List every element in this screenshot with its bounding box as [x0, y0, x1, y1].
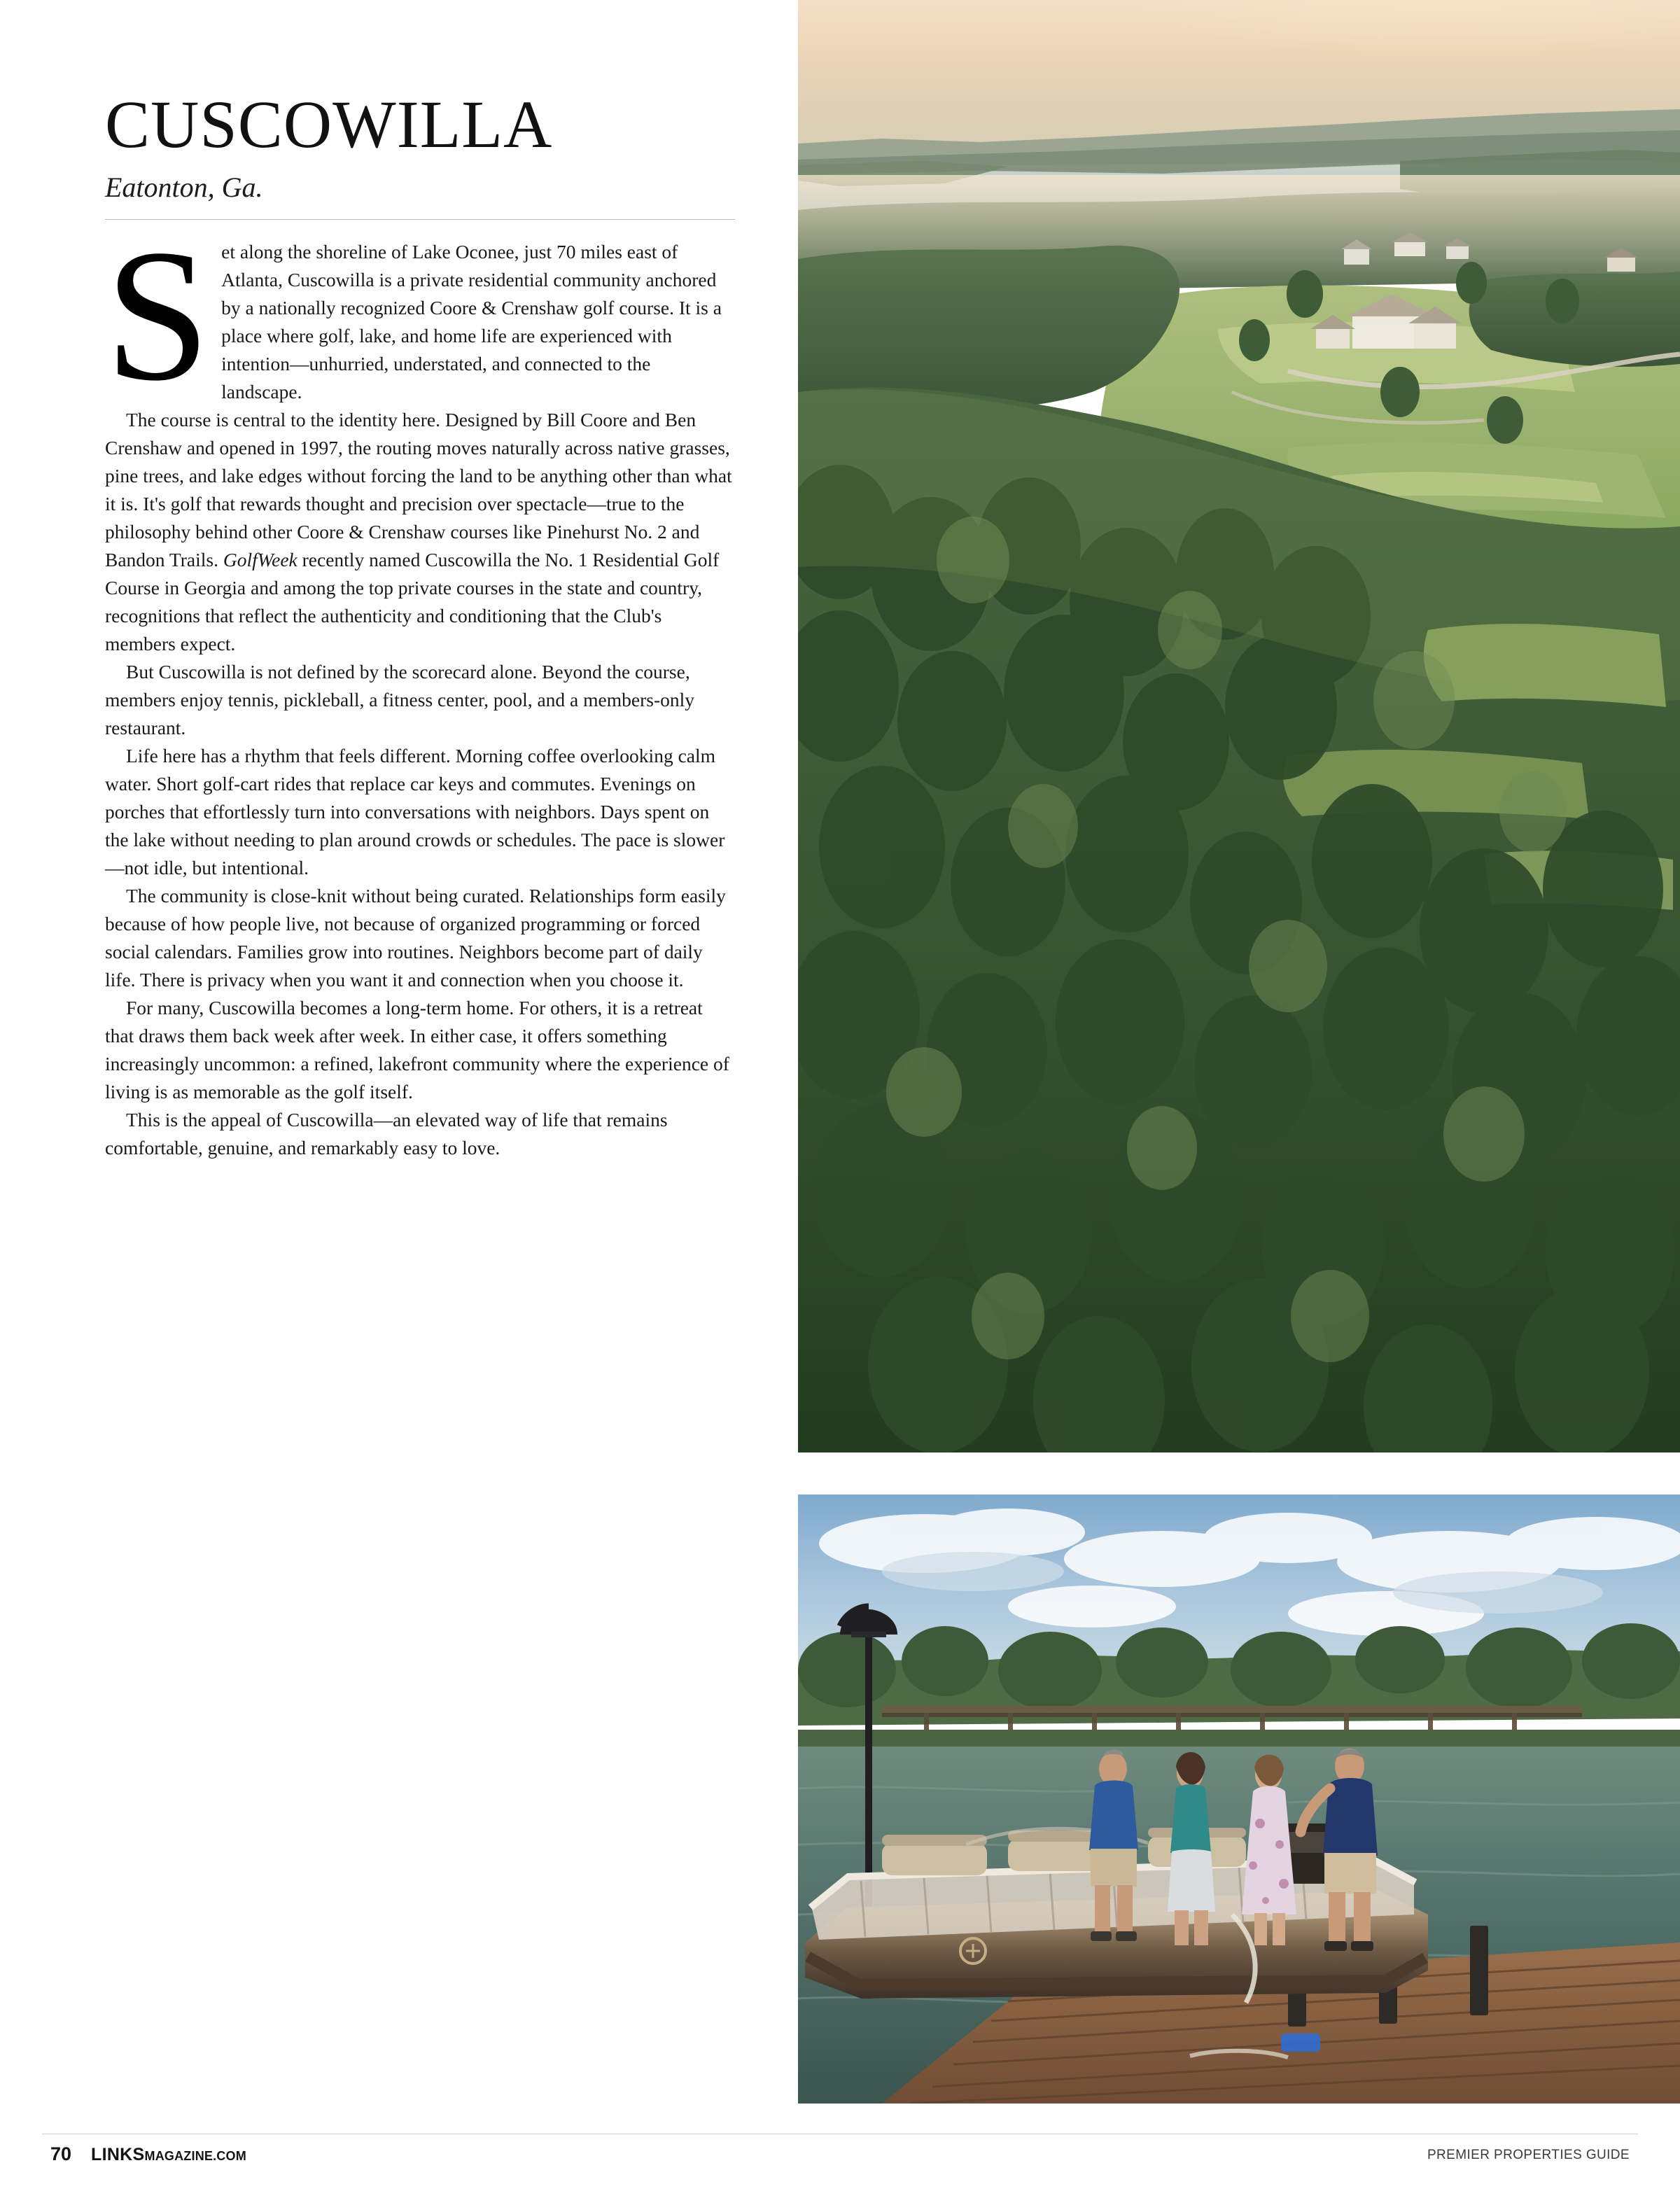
paragraph-7: This is the appeal of Cuscowilla—an elevated way of life that remains comfortable, genuine, and remarkably easy to love. — [105, 1109, 668, 1158]
page-number: 70 — [50, 2143, 72, 2164]
column-divider — [767, 0, 768, 2104]
article-text-column — [105, 87, 735, 1162]
paragraph-5: The community is close-knit without being curated. Relationships form easily because of how people live, not because of organized programming or forced social calendars. Families grow into routines. Neighbors become part of daily life. There is privacy when you want it and connection when you choose it. — [105, 885, 726, 990]
first-paragraph-block — [105, 211, 735, 420]
paragraph-6: For many, Cuscowilla becomes a long-term home. For others, it is a retreat that draws them back week after week. In either case, it offers something increasingly uncommon: a refined, lakefront community where the experience of living is as memorable as the golf itself. — [105, 997, 729, 1102]
paragraph-1: et along the shoreline of Lake Oconee, just 70 miles east of Atlanta, Cuscowilla is a private residential community anchored by a nationally recognized Coore & Crenshaw golf course. It is a place where golf, lake, and home life are experienced with intention—unhurried, understated, and connected to the landscape. — [221, 241, 722, 402]
article-body — [105, 211, 735, 1162]
page-title: CUSCOWILLA — [105, 87, 553, 162]
article-location-subhead: Eatonton, Ga. — [105, 172, 263, 203]
drop-cap: S — [105, 211, 211, 420]
footer-brand-suffix: MAGAZINE.COM — [144, 2149, 246, 2163]
page-footer — [0, 2143, 1680, 2171]
aerial-course-photo — [798, 0, 1680, 1452]
paragraph-4: Life here has a rhythm that feels different. Morning coffee overlooking calm water. Short golf-cart rides that replace car keys and commutes. Evenings on porches that effortlessly turn into conversations with neighbors. Days spent on the lake without needing to plan around crowds or schedules. The pace is slower—not idle, but intentional. — [105, 745, 725, 878]
footer-brand — [91, 2145, 246, 2165]
dock-pontoon-photo — [798, 1494, 1680, 2104]
footer-section-label: PREMIER PROPERTIES GUIDE — [1427, 2148, 1630, 2162]
paragraph-3: But Cuscowilla is not defined by the scorecard alone. Beyond the course, members enjoy tennis, pickleball, a fitness center, pool, and a members-only restaurant. — [105, 661, 694, 738]
paragraph-2: The course is central to the identity here. Designed by Bill Coore and Ben Crenshaw and opened in 1997, the routing moves naturally across native grasses, pine trees, and lake edges without forcing the land to be anything other than what it is. It's golf that rewards thought and precision over spectacle—true to the philosophy behind other Coore & Crenshaw courses like Pinehurst No. 2 and Bandon Trails. GolfWeek recently named Cuscowilla the No. 1 Residential Golf Course in Georgia and among the top private courses in the state and country, recognitions that reflect the authenticity and conditioning that the Club's members expect. — [105, 409, 732, 654]
footer-brand-name: LINKS — [91, 2145, 145, 2164]
